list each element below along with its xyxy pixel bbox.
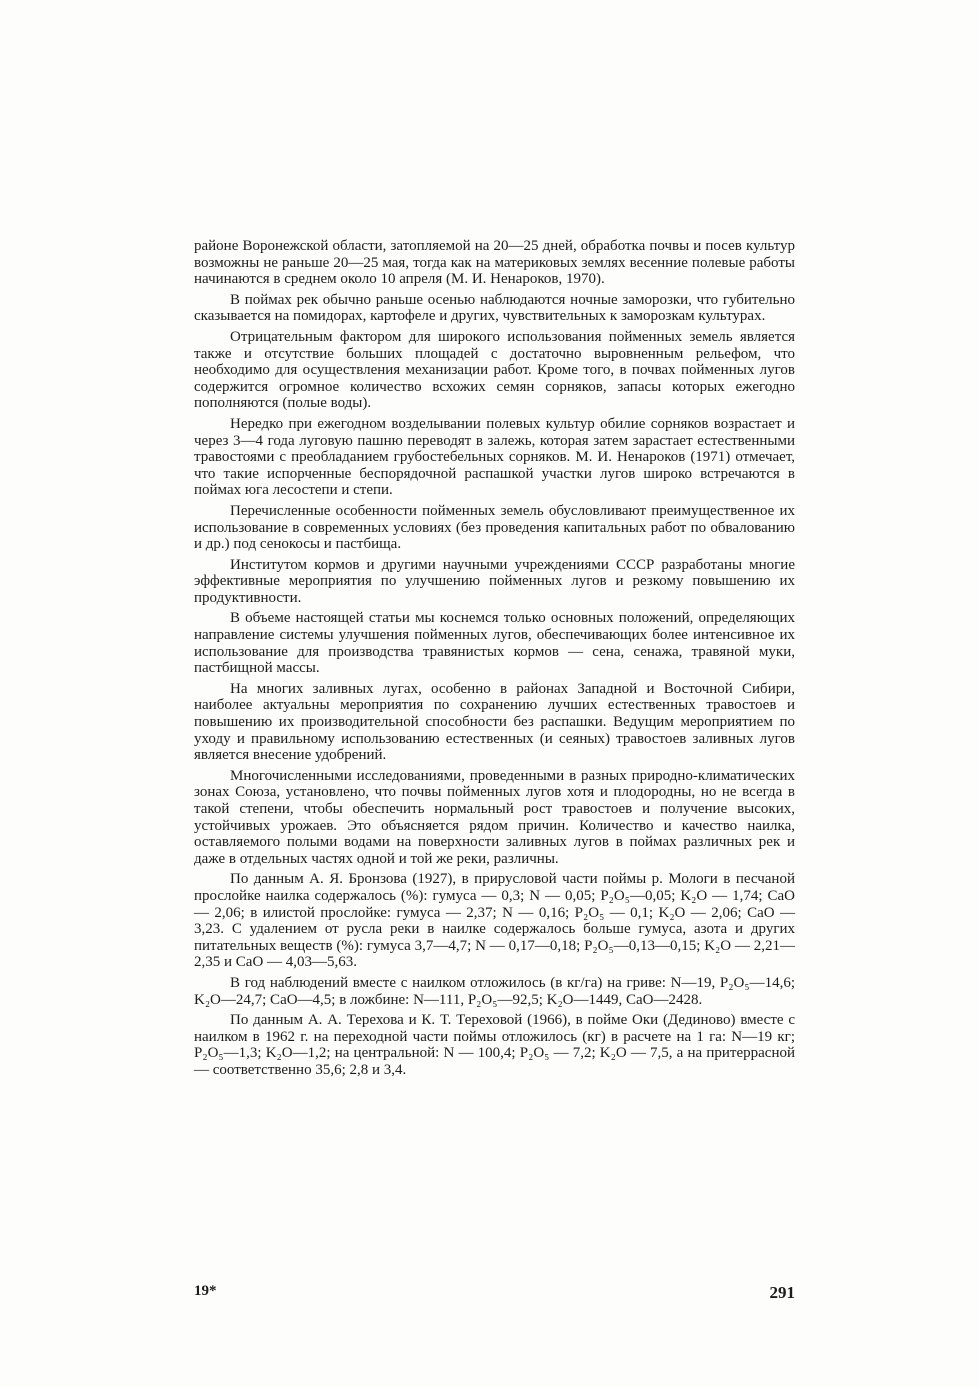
paragraph-2: В поймах рек обычно раньше осенью наблюдаются ночные заморозки, что губительно сказывается на помидорах, картофеле и других, чувствительных к заморозкам культурах. [194,291,795,325]
paragraph-9: Многочисленными исследованиями, проведенными в разных природно-климатических зонах Союза, установлено, что почвы пойменных лугов хотя и плодородны, но не всегда в такой степени, чтобы обеспечить нормальный рост травостоев и получение высоких, устойчивых урожаев. Это объясняется рядом причин. Количество и качество наилка, оставляемого полыми водами на поверхности заливных лугов в поймах различных рек и даже в отдельных частях одной и той же реки, различны. [194,767,795,867]
paragraph-7: В объеме настоящей статьи мы коснемся только основных положений, определяющих направление системы улучшения пойменных лугов, обеспечивающих более интенсивное их использование для производства травянистых кормов — сена, сенажа, травяной муки, пастбищной массы. [194,610,795,677]
paragraph-4: Нередко при ежегодном возделывании полевых культур обилие сорняков возрастает и через 3—4 года луговую пашню переводят в залежь, которая затем зарастает естественными травостоями с преобладанием грубостебельных сорняков. М. И. Ненароков (1971) отмечает, что такие испорченные беспорядочной распашкой участки лугов широко встречаются в поймах юга лесостепи и степи. [194,415,795,499]
paragraph-1: районе Воронежской области, затопляемой на 20—25 дней, обработка почвы и посев культур возможны не раньше 20—25 мая, тогда как на материковых землях весенние полевые работы начинаются в среднем около 10 апреля (М. И. Ненароков, 1970). [194,238,795,288]
paragraph-6: Институтом кормов и другими научными учреждениями СССР разработаны многие эффективные мероприятия по улучшению пойменных лугов и резкому повышению их продуктивности. [194,556,795,606]
body-text [194,238,795,1083]
paragraph-10: По данным А. Я. Бронзова (1927), в прирусловой части поймы р. Мологи в песчаной прослойке наилка содержалось (%): гумуса — 0,3; N — 0,05; P₂O₅—0,05; K₂O — 1,74; CaO — 2,06; в илистой прослойке: гумуса — 2,37; N — 0,16; P₂O₅ — 0,1; K₂O — 2,06; CaO — 3,23. С удалением от русла реки в наилке содержалось больше гумуса, азота и других питательных веществ (%): гумуса 3,7—4,7; N — 0,17—0,18; P₂O₅—0,13—0,15; K₂O — 2,21—2,35 и CaO — 4,03—5,63. [194,871,795,971]
paragraph-12: По данным А. А. Терехова и К. Т. Тереховой (1966), в пойме Оки (Дединово) вместе с наилком в 1962 г. на переходной части поймы отложилось (кг) в расчете на 1 га: N—19 кг; P₂O₅—1,3; K₂O—1,2; на центральной: N — 100,4; P₂O₅ — 7,2; K₂O — 7,5, а на притеррасной — соответственно 35,6; 2,8 и 3,4. [194,1012,795,1078]
page-number: 291 [769,1283,795,1302]
paragraph-11: В год наблюдений вместе с наилком отложилось (в кг/га) на гриве: N—19, P₂O₅—14,6; K₂O—24,7; CaO—4,5; в ложбине: N—111, P₂O₅—92,5; K₂O—1449, CaO—2428. [194,974,795,1008]
signature-mark: 19* [194,1283,217,1299]
paragraph-5: Перечисленные особенности пойменных земель обусловливают преимущественное их использование в современных условиях (без проведения капитальных работ по обвалованию и др.) под сенокосы и пастбища. [194,502,795,553]
paragraph-8: На многих заливных лугах, особенно в районах Западной и Восточной Сибири, наиболее актуальны мероприятия по сохранению лучших естественных травостоев и повышению их производительной способности без распашки. Ведущим мероприятием по уходу и правильному использованию естественных (и сеяных) травостоев заливных лугов является внесение удобрений. [194,680,795,764]
paragraph-3: Отрицательным фактором для широкого использования пойменных земель является также и отсутствие больших площадей с достаточно выровненным рельефом, что необходимо для осуществления механизации работ. Кроме того, в почвах пойменных лугов содержится огромное количество всхожих семян сорняков, запасы которых ежегодно пополняются (полые воды). [194,328,795,412]
